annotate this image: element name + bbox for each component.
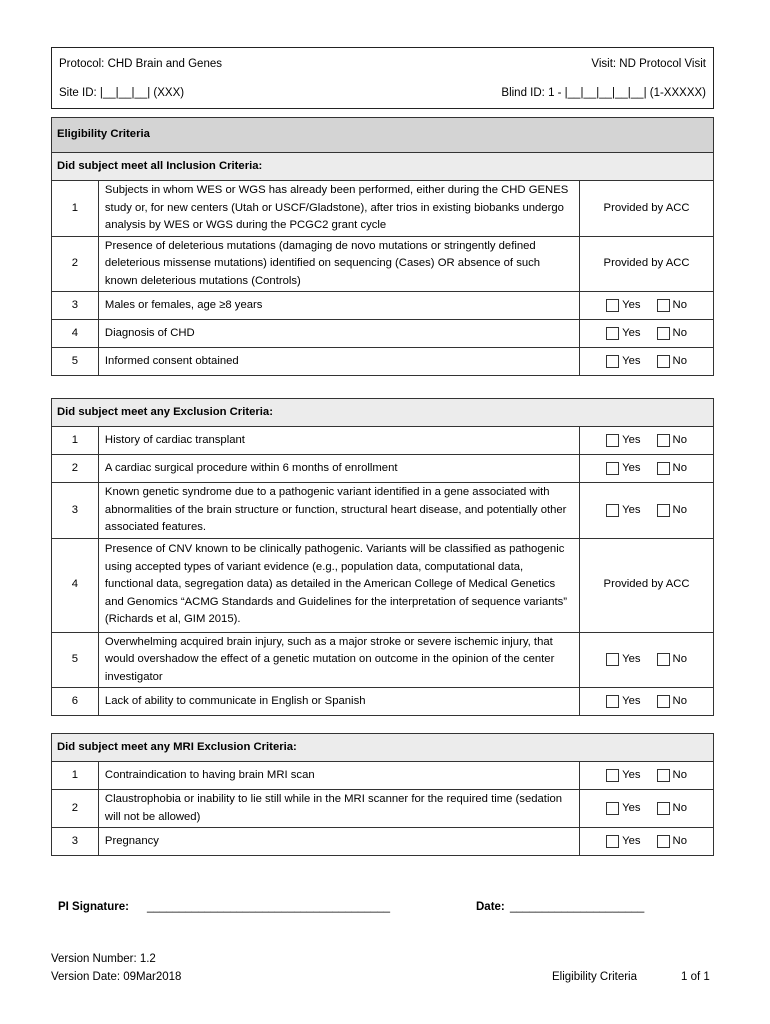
visit-label: Visit: ND Protocol Visit	[591, 58, 706, 70]
criteria-text: Subjects in whom WES or WGS has already been performed, either during the CHD GENES study or, for new centers (Utah or USCF/Gladstone), after trios in existing biobanks undergo analysis by WES or WGS during the PCGC2 grant cycle	[98, 181, 579, 237]
yes-checkbox[interactable]	[606, 695, 619, 708]
criteria-number: 4	[52, 320, 99, 348]
provided-by-acc: Provided by ACC	[580, 538, 714, 632]
yes-option[interactable]	[606, 297, 640, 315]
protocol-header	[51, 47, 714, 109]
yes-option[interactable]	[606, 833, 640, 851]
no-label: No	[672, 653, 687, 665]
criteria-row	[52, 292, 714, 320]
yes-option[interactable]	[606, 800, 640, 818]
no-option[interactable]	[657, 460, 687, 478]
criteria-text: Presence of CNV known to be clinically pathogenic. Variants will be classified as pathogenic using accepted types of variant evidence (e.g., population data, computational data, functional data, segregation data) as detailed in the American College of Medical Genetics and Genomics “ACMG Standards and Guidelines for the interpretation of sequence variants” (Richards et al, GIM 2015).	[98, 538, 579, 632]
yes-checkbox[interactable]	[606, 327, 619, 340]
no-option[interactable]	[657, 325, 687, 343]
page-number: 1 of 1	[681, 971, 710, 983]
criteria-number: 6	[52, 688, 99, 716]
criteria-row	[52, 790, 714, 828]
yes-option[interactable]	[606, 432, 640, 450]
yes-label: Yes	[622, 503, 641, 516]
site-id-field[interactable]: Site ID: |__|__|__| (XXX)	[59, 87, 185, 99]
criteria-number: 1	[52, 181, 99, 237]
no-option[interactable]	[657, 693, 687, 711]
criteria-number: 3	[52, 292, 99, 320]
criteria-text: Presence of deleterious mutations (damaging de novo mutations or stringently defined deleterious missense mutations) identified on sequencing (Cases) OR absence of such known deleterious mutations (Controls)	[98, 236, 579, 292]
yes-option[interactable]	[606, 693, 640, 711]
criteria-text: A cardiac surgical procedure within 6 months of enrollment	[98, 455, 579, 483]
yes-option[interactable]	[606, 325, 640, 343]
criteria-text: Claustrophobia or inability to lie still while in the MRI scanner for the required time (sedation will not be allowed)	[98, 790, 579, 828]
no-label: No	[672, 834, 687, 847]
blind-id-field[interactable]: Blind ID: 1 - |__|__|__|__|__| (1-XXXXX)	[501, 87, 706, 99]
date-line[interactable]: _____________________	[510, 901, 645, 913]
yes-label: Yes	[622, 326, 641, 339]
yes-label: Yes	[622, 768, 641, 781]
criteria-row	[52, 455, 714, 483]
form-title: Eligibility Criteria	[52, 118, 714, 153]
yes-label: Yes	[622, 433, 641, 446]
yes-no-answer	[580, 688, 714, 716]
footer-form-name: Eligibility Criteria	[552, 971, 637, 983]
criteria-row	[52, 828, 714, 856]
yes-no-answer	[580, 632, 714, 688]
no-option[interactable]	[657, 502, 687, 520]
no-label: No	[672, 354, 687, 367]
criteria-number: 1	[52, 427, 99, 455]
yes-checkbox[interactable]	[606, 504, 619, 517]
yes-checkbox[interactable]	[606, 835, 619, 848]
inclusion-criteria-table	[51, 117, 714, 376]
no-option[interactable]	[657, 800, 687, 818]
yes-checkbox[interactable]	[606, 462, 619, 475]
criteria-text: Known genetic syndrome due to a pathogenic variant identified in a gene associated with abnormalities of the brain structure or function, structural heart disease, and potentially other associated features.	[98, 483, 579, 539]
yes-checkbox[interactable]	[606, 355, 619, 368]
yes-checkbox[interactable]	[606, 299, 619, 312]
yes-label: Yes	[622, 653, 641, 665]
yes-checkbox[interactable]	[606, 653, 619, 666]
criteria-number: 5	[52, 348, 99, 376]
criteria-row	[52, 688, 714, 716]
mri-exclusion-criteria-table	[51, 733, 714, 856]
no-label: No	[672, 326, 687, 339]
no-option[interactable]	[657, 353, 687, 371]
provided-by-acc: Provided by ACC	[580, 236, 714, 292]
criteria-number: 5	[52, 632, 99, 688]
yes-checkbox[interactable]	[606, 434, 619, 447]
yes-no-answer	[580, 455, 714, 483]
yes-option[interactable]	[606, 502, 640, 520]
no-option[interactable]	[657, 297, 687, 315]
no-option[interactable]	[657, 651, 687, 669]
version-number: Version Number: 1.2	[51, 953, 156, 965]
criteria-row	[52, 762, 714, 790]
no-label: No	[672, 461, 687, 474]
yes-option[interactable]	[606, 651, 640, 669]
yes-label: Yes	[622, 801, 641, 814]
criteria-number: 3	[52, 828, 99, 856]
criteria-number: 2	[52, 790, 99, 828]
yes-option[interactable]	[606, 353, 640, 371]
criteria-row	[52, 427, 714, 455]
yes-no-answer	[580, 828, 714, 856]
no-checkbox[interactable]	[657, 695, 670, 708]
no-label: No	[672, 503, 687, 516]
criteria-number: 3	[52, 483, 99, 539]
criteria-row	[52, 320, 714, 348]
no-option[interactable]	[657, 432, 687, 450]
criteria-text: Males or females, age ≥8 years	[98, 292, 579, 320]
yes-label: Yes	[622, 694, 641, 707]
criteria-row	[52, 236, 714, 292]
exclusion-heading: Did subject meet any Exclusion Criteria:	[52, 399, 714, 427]
no-label: No	[672, 801, 687, 814]
yes-no-answer	[580, 292, 714, 320]
no-label: No	[672, 768, 687, 781]
no-option[interactable]	[657, 767, 687, 785]
no-label: No	[672, 298, 687, 311]
yes-option[interactable]	[606, 767, 640, 785]
yes-no-answer	[580, 790, 714, 828]
yes-no-answer	[580, 320, 714, 348]
no-checkbox[interactable]	[657, 434, 670, 447]
yes-label: Yes	[622, 354, 641, 367]
criteria-text: Pregnancy	[98, 828, 579, 856]
no-checkbox[interactable]	[657, 504, 670, 517]
criteria-row	[52, 632, 714, 688]
yes-checkbox[interactable]	[606, 802, 619, 815]
yes-label: Yes	[622, 461, 641, 474]
no-checkbox[interactable]	[657, 802, 670, 815]
yes-no-answer	[580, 348, 714, 376]
no-label: No	[672, 694, 687, 707]
criteria-number: 4	[52, 538, 99, 632]
criteria-row	[52, 538, 714, 632]
yes-no-answer	[580, 483, 714, 539]
no-label: No	[672, 433, 687, 446]
yes-option[interactable]	[606, 460, 640, 478]
no-checkbox[interactable]	[657, 653, 670, 666]
date-label: Date:	[476, 901, 505, 913]
yes-checkbox[interactable]	[606, 769, 619, 782]
criteria-text: History of cardiac transplant	[98, 427, 579, 455]
no-checkbox[interactable]	[657, 769, 670, 782]
no-checkbox[interactable]	[657, 327, 670, 340]
inclusion-heading: Did subject meet all Inclusion Criteria:	[52, 153, 714, 181]
no-checkbox[interactable]	[657, 835, 670, 848]
criteria-text: Lack of ability to communicate in English or Spanish	[98, 688, 579, 716]
criteria-text: Contraindication to having brain MRI scan	[98, 762, 579, 790]
pi-signature-label: PI Signature:	[58, 901, 129, 913]
no-checkbox[interactable]	[657, 462, 670, 475]
criteria-text: Diagnosis of CHD	[98, 320, 579, 348]
yes-no-answer	[580, 427, 714, 455]
criteria-number: 1	[52, 762, 99, 790]
mri-exclusion-heading: Did subject meet any MRI Exclusion Criteria:	[52, 734, 714, 762]
yes-label: Yes	[622, 298, 641, 311]
yes-label: Yes	[622, 834, 641, 847]
provided-by-acc: Provided by ACC	[580, 181, 714, 237]
no-checkbox[interactable]	[657, 299, 670, 312]
criteria-row	[52, 483, 714, 539]
version-date: Version Date: 09Mar2018	[51, 971, 182, 983]
exclusion-criteria-table	[51, 398, 714, 716]
criteria-row	[52, 348, 714, 376]
protocol-label: Protocol: CHD Brain and Genes	[59, 58, 222, 70]
no-option[interactable]	[657, 833, 687, 851]
no-checkbox[interactable]	[657, 355, 670, 368]
criteria-text: Informed consent obtained	[98, 348, 579, 376]
criteria-number: 2	[52, 455, 99, 483]
criteria-row	[52, 181, 714, 237]
pi-signature-line[interactable]: ______________________________________	[147, 901, 391, 913]
yes-no-answer	[580, 762, 714, 790]
criteria-text: Overwhelming acquired brain injury, such as a major stroke or severe ischemic injury, that would overshadow the effect of a genetic mutation on outcome in the opinion of the center investigator	[98, 632, 579, 688]
criteria-number: 2	[52, 236, 99, 292]
